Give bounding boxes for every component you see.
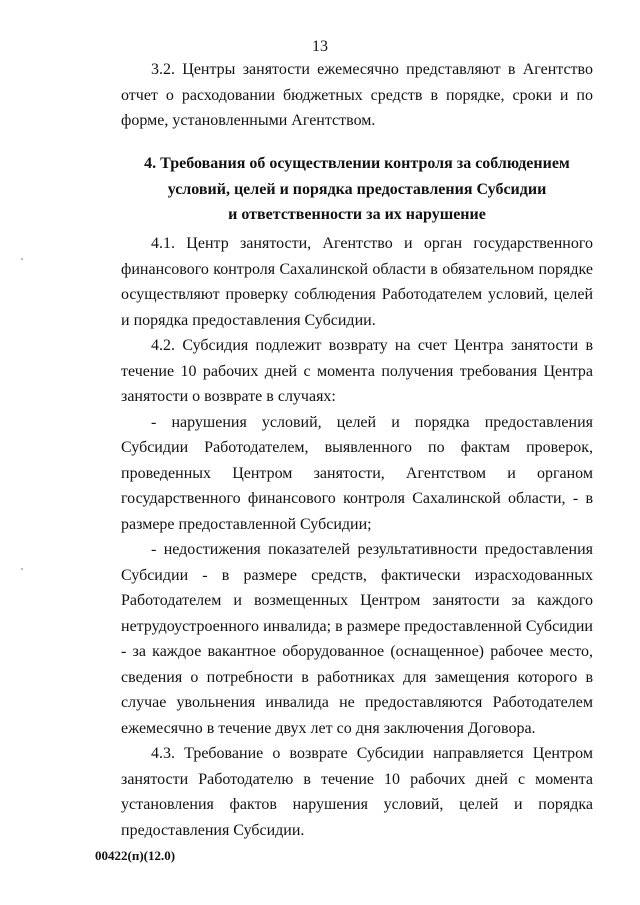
document-body-section-4 bbox=[121, 231, 593, 843]
list-item-violation: - нарушения условий, целей и порядка предоставления Субсидии Работодателем, выявленного по фактам проверок, проведенных Центром занятости, Агентством и органом государственного финансового контроля Сахалинской области, - в размере предоставленной Субсидии; bbox=[121, 413, 593, 533]
page-number: 13 bbox=[312, 38, 328, 55]
paragraph-3-2: 3.2. Центры занятости ежемесячно представляют в Агентство отчет о расходовании бюджетных средств в порядке, сроки и по форме, установленными Агентством. bbox=[121, 61, 593, 129]
paragraph-4-3: 4.3. Требование о возврате Субсидии направляется Центром занятости Работодателю в течение 10 рабочих дней с момента установления фактов нарушения условий, целей и порядка предоставления Субсидии. bbox=[121, 745, 593, 839]
scan-mark bbox=[21, 568, 23, 570]
heading-line-3: и ответственности за их нарушение bbox=[228, 206, 486, 223]
heading-line-2: условий, целей и порядка предоставления Субсидии bbox=[167, 180, 547, 198]
heading-line-1: 4. Требования об осуществлении контроля за соблюдением bbox=[144, 155, 570, 172]
list-item-indicators: - недостижения показателей результативности предоставления Субсидии - в размере средств, фактически израсходованных Работодателем и возмещенных Центром занятости за каждого нетрудоустроенного инвалида; в размере предоставленной Субсидии - за каждое вакантное оборудованное (оснащенное) рабочее место, сведения о потребности в работниках для замещения которого в случае увольнения инвалида не предоставляются Работодателем ежемесячно в течение двух лет со дня заключения Договора. bbox=[121, 541, 593, 737]
footer-document-code: 00422(п)(12.0) bbox=[95, 848, 176, 863]
paragraph-4-1: 4.1. Центр занятости, Агентство и орган государственного финансового контроля Сахалинской области в обязательном порядке осуществляют проверку соблюдения Работодателем условий, целей и порядка предоставления Субсидии. bbox=[121, 235, 593, 329]
scan-mark bbox=[21, 258, 23, 260]
section-4-heading bbox=[121, 151, 593, 228]
paragraph-4-2: 4.2. Субсидия подлежит возврату на счет Центра занятости в течение 10 рабочих дней с момента получения требования Центра занятости о возврате в случаях: bbox=[121, 337, 593, 405]
document-body-top bbox=[121, 57, 593, 134]
